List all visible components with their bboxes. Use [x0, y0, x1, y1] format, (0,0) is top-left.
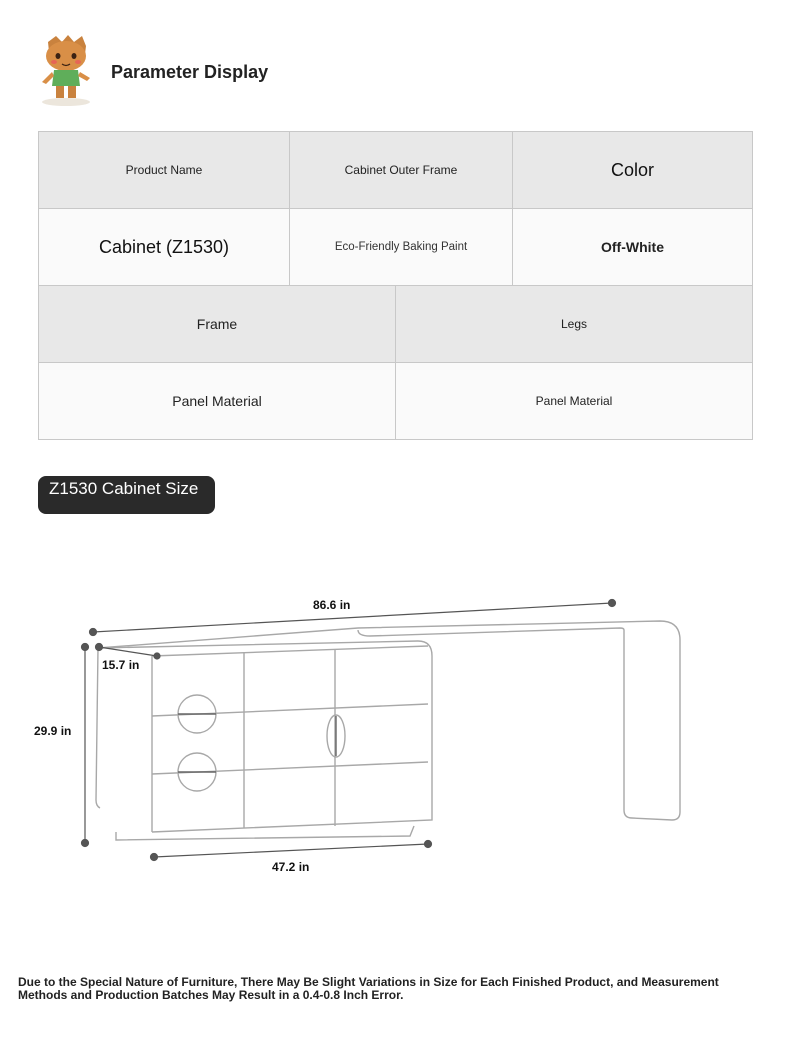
parameter-table: [38, 131, 753, 440]
frame-value: Panel Material: [39, 363, 396, 440]
product-name-value: Cabinet (Z1530): [39, 209, 290, 286]
width-label: 86.6 in: [313, 598, 351, 612]
size-disclaimer: Due to the Special Nature of Furniture, There May Be Slight Variations in Size for Each Finished Product, and Measurement Methods and Production Batches May Result in a 0.4-0.8 Inch Error.: [18, 975, 719, 1002]
outer-frame-header: Cabinet Outer Frame: [290, 132, 513, 209]
color-header: Color: [513, 132, 753, 209]
legs-value: Panel Material: [396, 363, 753, 440]
frame-header: Frame: [39, 286, 396, 363]
color-value: Off-White: [513, 209, 753, 286]
size-section-label: Z1530 Cabinet Size: [38, 476, 215, 514]
outer-frame-value: Eco-Friendly Baking Paint: [290, 209, 513, 286]
cabinet-drawing: [96, 621, 680, 840]
header: [36, 32, 276, 108]
height-label: 29.9 in: [34, 724, 72, 738]
cabinet-width-label: 47.2 in: [272, 860, 310, 874]
legs-header: Legs: [396, 286, 753, 363]
page-title: Parameter Display: [111, 62, 269, 82]
mascot-icon: [36, 32, 96, 108]
depth-label: 15.7 in: [102, 658, 140, 672]
product-name-header: Product Name: [39, 132, 290, 209]
dimension-lines: [82, 600, 616, 861]
cabinet-dimension-diagram: [0, 560, 790, 900]
